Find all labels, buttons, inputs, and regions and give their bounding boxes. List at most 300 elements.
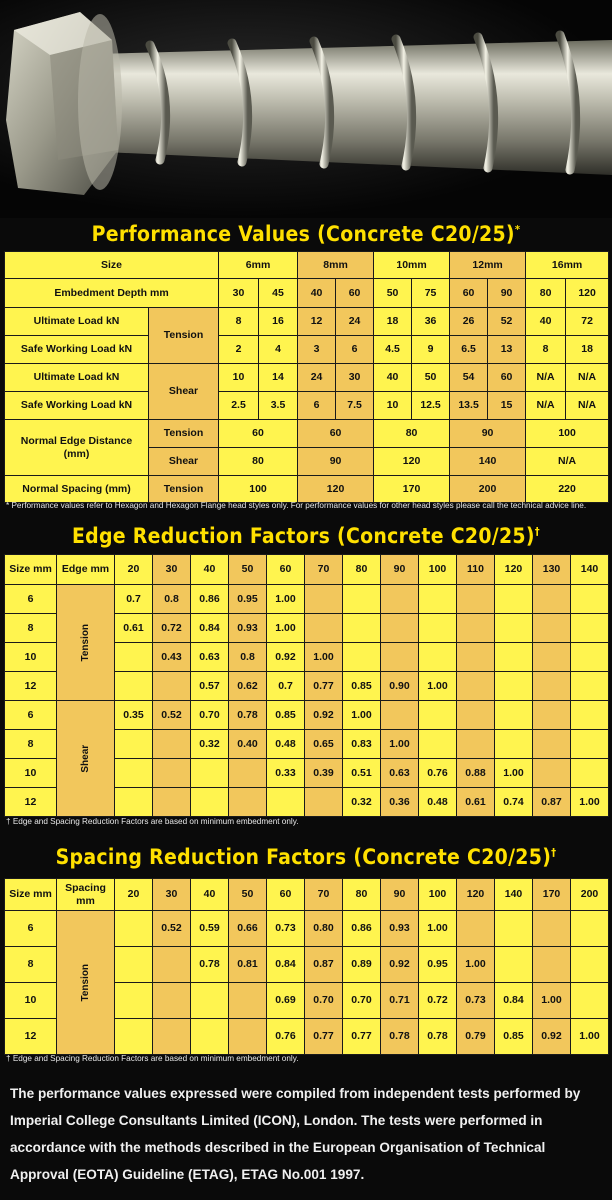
value-cell: 0.77 [305, 1019, 343, 1055]
spacing-reduction-table [4, 878, 609, 1055]
tension-label: Tension [149, 476, 219, 503]
value-cell: 18 [566, 336, 609, 364]
edge-reduction-title: Edge Reduction Factors (Concrete C20/25)† [71, 524, 541, 548]
value-cell [457, 730, 495, 759]
value-cell: 0.85 [267, 701, 305, 730]
value-cell [495, 614, 533, 643]
value-cell [457, 643, 495, 672]
value-cell: 0.73 [457, 983, 495, 1019]
value-cell: 8 [219, 308, 259, 336]
value-cell [533, 643, 571, 672]
value-cell: 0.90 [381, 672, 419, 701]
column-header: 140 [495, 879, 533, 911]
spacing-label: Normal Spacing (mm) [5, 476, 149, 503]
size-cell: 12 [5, 788, 57, 817]
value-cell: 0.8 [153, 585, 191, 614]
header-row [5, 555, 609, 585]
size-cell: 12 [5, 1019, 57, 1055]
table-row [5, 911, 609, 947]
value-cell [115, 730, 153, 759]
value-cell: 220 [526, 476, 609, 503]
value-cell: 1.00 [267, 585, 305, 614]
size-header: Size [5, 252, 219, 279]
value-cell: 1.00 [495, 759, 533, 788]
value-cell: 0.84 [495, 983, 533, 1019]
shear-group-label-text: Shear [79, 745, 91, 773]
value-cell [381, 701, 419, 730]
value-cell [191, 983, 229, 1019]
value-cell: 1.00 [419, 911, 457, 947]
second-header: Spacing mm [57, 879, 115, 911]
value-cell [495, 672, 533, 701]
size-cell: 8 [5, 730, 57, 759]
value-cell [571, 911, 609, 947]
column-header: 60 [267, 555, 305, 585]
tension-group-label-text: Tension [79, 624, 91, 662]
value-cell: 24 [336, 308, 374, 336]
size-cell: 6 [5, 911, 57, 947]
column-header: 120 [457, 879, 495, 911]
size-cell: 8 [5, 614, 57, 643]
value-cell: 100 [219, 476, 298, 503]
row-label: Safe Working Load kN [5, 392, 149, 420]
value-cell [495, 585, 533, 614]
value-cell: 0.78 [381, 1019, 419, 1055]
value-cell: 14 [259, 364, 298, 392]
value-cell: 1.00 [305, 643, 343, 672]
spacing-reduction-title: Spacing Reduction Factors (Concrete C20/25)† [55, 845, 557, 869]
value-cell: 0.43 [153, 643, 191, 672]
value-cell [495, 911, 533, 947]
value-cell [571, 643, 609, 672]
column-header: 80 [343, 879, 381, 911]
value-cell: 0.88 [457, 759, 495, 788]
edge-reduction-table [4, 554, 609, 817]
value-cell [571, 947, 609, 983]
value-cell [457, 701, 495, 730]
value-cell [191, 759, 229, 788]
value-cell: 45 [259, 279, 298, 308]
value-cell: 1.00 [267, 614, 305, 643]
value-cell [571, 585, 609, 614]
value-cell: 36 [412, 308, 450, 336]
size-cell: 10 [5, 643, 57, 672]
value-cell: 0.72 [153, 614, 191, 643]
value-cell: 0.52 [153, 911, 191, 947]
value-cell [191, 788, 229, 817]
column-header: 70 [305, 879, 343, 911]
column-header: 170 [533, 879, 571, 911]
column-header: 130 [533, 555, 571, 585]
column-header: 200 [571, 879, 609, 911]
value-cell: 6.5 [450, 336, 488, 364]
column-header: 50 [229, 879, 267, 911]
row-label: Ultimate Load kN [5, 364, 149, 392]
size-cell: 6 [5, 585, 57, 614]
value-cell: 120 [298, 476, 374, 503]
value-cell: 0.71 [381, 983, 419, 1019]
column-header: 50 [229, 555, 267, 585]
value-cell [533, 911, 571, 947]
value-cell: 0.51 [343, 759, 381, 788]
value-cell: 0.32 [191, 730, 229, 759]
value-cell: 7.5 [336, 392, 374, 420]
column-header: 40 [191, 879, 229, 911]
value-cell: 0.92 [267, 643, 305, 672]
value-cell: 1.00 [571, 788, 609, 817]
value-cell: 0.7 [115, 585, 153, 614]
second-header: Edge mm [57, 555, 115, 585]
column-header: 90 [381, 555, 419, 585]
value-cell: 75 [412, 279, 450, 308]
value-cell: 0.36 [381, 788, 419, 817]
value-cell: 0.33 [267, 759, 305, 788]
value-cell: 1.00 [419, 672, 457, 701]
size-16mm: 16mm [526, 252, 609, 279]
value-cell: 0.61 [115, 614, 153, 643]
column-header: 30 [153, 879, 191, 911]
tension-group-label [57, 585, 115, 701]
value-cell: 120 [566, 279, 609, 308]
value-cell: N/A [526, 448, 609, 476]
value-cell [533, 672, 571, 701]
performance-table [4, 251, 609, 503]
performance-title: Performance Values (Concrete C20/25)* [91, 222, 521, 246]
value-cell [115, 643, 153, 672]
value-cell: 0.76 [419, 759, 457, 788]
column-header: 30 [153, 555, 191, 585]
value-cell: 170 [374, 476, 450, 503]
value-cell: N/A [566, 392, 609, 420]
value-cell: 0.92 [305, 701, 343, 730]
value-cell [533, 947, 571, 983]
value-cell: 50 [374, 279, 412, 308]
column-header: 80 [343, 555, 381, 585]
value-cell: 90 [450, 420, 526, 448]
value-cell: 0.95 [419, 947, 457, 983]
size-header: Size mm [5, 555, 57, 585]
value-cell: 0.86 [191, 585, 229, 614]
value-cell: 200 [450, 476, 526, 503]
value-cell [419, 730, 457, 759]
value-cell: 0.84 [267, 947, 305, 983]
value-cell: 90 [488, 279, 526, 308]
value-cell [153, 788, 191, 817]
value-cell: 100 [526, 420, 609, 448]
value-cell: 0.39 [305, 759, 343, 788]
value-cell: 0.81 [229, 947, 267, 983]
value-cell [343, 585, 381, 614]
value-cell: 0.63 [191, 643, 229, 672]
value-cell: 90 [298, 448, 374, 476]
value-cell: 6 [298, 392, 336, 420]
value-cell: 0.86 [343, 911, 381, 947]
value-cell [495, 730, 533, 759]
table-row [5, 585, 609, 614]
value-cell: 12.5 [412, 392, 450, 420]
value-cell: 0.89 [343, 947, 381, 983]
value-cell: 52 [488, 308, 526, 336]
value-cell [191, 1019, 229, 1055]
size-8mm: 8mm [298, 252, 374, 279]
value-cell: 0.63 [381, 759, 419, 788]
value-cell [305, 614, 343, 643]
value-cell: 1.00 [343, 701, 381, 730]
value-cell: 120 [374, 448, 450, 476]
value-cell: 0.78 [419, 1019, 457, 1055]
value-cell: 0.74 [495, 788, 533, 817]
value-cell: 50 [412, 364, 450, 392]
value-cell: 24 [298, 364, 336, 392]
spacing-footnote: † Edge and Spacing Reduction Factors are based on minimum embedment only. [6, 1054, 299, 1063]
value-cell: 0.59 [191, 911, 229, 947]
value-cell [153, 759, 191, 788]
value-cell: 12 [298, 308, 336, 336]
value-cell: 72 [566, 308, 609, 336]
size-cell: 10 [5, 759, 57, 788]
column-header: 20 [115, 555, 153, 585]
edge-tension-row [5, 420, 609, 448]
value-cell: N/A [566, 364, 609, 392]
value-cell: 60 [298, 420, 374, 448]
value-cell: N/A [526, 392, 566, 420]
column-header: 120 [495, 555, 533, 585]
value-cell [115, 672, 153, 701]
value-cell: 60 [336, 279, 374, 308]
value-cell: 0.48 [267, 730, 305, 759]
value-cell [495, 643, 533, 672]
value-cell: 0.61 [457, 788, 495, 817]
value-cell [419, 643, 457, 672]
value-cell: 9 [412, 336, 450, 364]
value-cell: 6 [336, 336, 374, 364]
row-label: Safe Working Load kN [5, 336, 149, 364]
value-cell: 2 [219, 336, 259, 364]
value-cell [571, 759, 609, 788]
size-cell: 10 [5, 983, 57, 1019]
value-cell [305, 585, 343, 614]
value-cell: 60 [488, 364, 526, 392]
value-cell: 1.00 [533, 983, 571, 1019]
shear-safe-row [5, 392, 609, 420]
value-cell: 0.57 [191, 672, 229, 701]
value-cell: 4.5 [374, 336, 412, 364]
tension-label: Tension [149, 420, 219, 448]
tension-safe-row [5, 336, 609, 364]
closing-paragraph: The performance values expressed were compiled from independent tests performed by Imperial College Consultants Limited (ICON), London. The tests were performed in accordance with the methods described in the European Organisation of Technical Approval (EOTA) Guideline (ETAG), ETAG No.001 1997. [10, 1086, 581, 1182]
value-cell: 18 [374, 308, 412, 336]
value-cell [115, 1019, 153, 1055]
value-cell: 80 [526, 279, 566, 308]
value-cell: N/A [526, 364, 566, 392]
value-cell [457, 672, 495, 701]
value-cell [571, 672, 609, 701]
size-header: Size mm [5, 879, 57, 911]
value-cell: 0.92 [381, 947, 419, 983]
value-cell: 0.79 [457, 1019, 495, 1055]
value-cell: 0.80 [305, 911, 343, 947]
value-cell: 0.32 [343, 788, 381, 817]
value-cell [153, 1019, 191, 1055]
value-cell: 0.84 [191, 614, 229, 643]
value-cell [153, 672, 191, 701]
value-cell [343, 614, 381, 643]
value-cell: 0.83 [343, 730, 381, 759]
value-cell: 0.85 [343, 672, 381, 701]
value-cell [419, 614, 457, 643]
value-cell: 10 [374, 392, 412, 420]
shear-group-label [57, 701, 115, 817]
tension-group-label-text: Tension [79, 964, 91, 1002]
value-cell [495, 947, 533, 983]
column-header: 60 [267, 879, 305, 911]
size-cell: 8 [5, 947, 57, 983]
hero-screw-image [0, 0, 612, 218]
embedment-row [5, 279, 609, 308]
table-row [5, 701, 609, 730]
value-cell [571, 701, 609, 730]
header-row [5, 879, 609, 911]
value-cell: 1.00 [457, 947, 495, 983]
spacing-row [5, 476, 609, 503]
value-cell: 0.52 [153, 701, 191, 730]
shear-group-label: Shear [149, 364, 219, 420]
column-header: 20 [115, 879, 153, 911]
value-cell: 0.7 [267, 672, 305, 701]
value-cell [457, 614, 495, 643]
value-cell [115, 759, 153, 788]
value-cell: 0.70 [191, 701, 229, 730]
value-cell: 0.48 [419, 788, 457, 817]
value-cell: 140 [450, 448, 526, 476]
screw-illustration [0, 0, 612, 218]
value-cell: 26 [450, 308, 488, 336]
size-6mm: 6mm [219, 252, 298, 279]
shear-ultimate-row [5, 364, 609, 392]
value-cell [571, 614, 609, 643]
edge-footnote: † Edge and Spacing Reduction Factors are based on minimum embedment only. [6, 817, 299, 826]
value-cell: 0.93 [381, 911, 419, 947]
size-cell: 12 [5, 672, 57, 701]
value-cell: 0.78 [191, 947, 229, 983]
column-header: 100 [419, 555, 457, 585]
value-cell [381, 585, 419, 614]
shear-label: Shear [149, 448, 219, 476]
value-cell [115, 947, 153, 983]
value-cell [153, 947, 191, 983]
value-cell: 30 [336, 364, 374, 392]
value-cell: 0.62 [229, 672, 267, 701]
value-cell: 2.5 [219, 392, 259, 420]
value-cell [381, 643, 419, 672]
column-header: 90 [381, 879, 419, 911]
value-cell [229, 983, 267, 1019]
value-cell: 8 [526, 336, 566, 364]
tension-group-label [57, 911, 115, 1055]
size-12mm: 12mm [450, 252, 526, 279]
column-header: 40 [191, 555, 229, 585]
value-cell [153, 983, 191, 1019]
value-cell [381, 614, 419, 643]
value-cell: 54 [450, 364, 488, 392]
column-header: 100 [419, 879, 457, 911]
value-cell: 0.8 [229, 643, 267, 672]
value-cell [419, 701, 457, 730]
value-cell: 0.93 [229, 614, 267, 643]
value-cell: 3.5 [259, 392, 298, 420]
value-cell: 0.69 [267, 983, 305, 1019]
value-cell [115, 911, 153, 947]
value-cell [419, 585, 457, 614]
value-cell: 0.70 [305, 983, 343, 1019]
value-cell: 0.77 [305, 672, 343, 701]
performance-header-row [5, 252, 609, 279]
value-cell [457, 911, 495, 947]
value-cell: 30 [219, 279, 259, 308]
value-cell [229, 759, 267, 788]
value-cell: 13.5 [450, 392, 488, 420]
value-cell: 80 [374, 420, 450, 448]
value-cell: 0.92 [533, 1019, 571, 1055]
value-cell: 0.87 [305, 947, 343, 983]
value-cell [533, 614, 571, 643]
value-cell: 1.00 [381, 730, 419, 759]
row-label: Ultimate Load kN [5, 308, 149, 336]
value-cell: 0.73 [267, 911, 305, 947]
value-cell [229, 788, 267, 817]
embedment-label: Embedment Depth mm [5, 279, 219, 308]
value-cell: 60 [219, 420, 298, 448]
value-cell [533, 730, 571, 759]
value-cell [533, 701, 571, 730]
column-header: 140 [571, 555, 609, 585]
value-cell [571, 730, 609, 759]
value-cell: 0.35 [115, 701, 153, 730]
value-cell [229, 1019, 267, 1055]
value-cell [533, 759, 571, 788]
value-cell: 40 [526, 308, 566, 336]
value-cell: 0.78 [229, 701, 267, 730]
value-cell [153, 730, 191, 759]
value-cell: 0.70 [343, 983, 381, 1019]
value-cell: 0.87 [533, 788, 571, 817]
value-cell: 40 [298, 279, 336, 308]
value-cell [267, 788, 305, 817]
value-cell: 15 [488, 392, 526, 420]
value-cell: 16 [259, 308, 298, 336]
value-cell [495, 701, 533, 730]
edge-distance-label: Normal Edge Distance (mm) [5, 420, 149, 476]
value-cell: 1.00 [571, 1019, 609, 1055]
value-cell: 0.40 [229, 730, 267, 759]
value-cell: 4 [259, 336, 298, 364]
value-cell: 40 [374, 364, 412, 392]
value-cell: 0.65 [305, 730, 343, 759]
value-cell [343, 643, 381, 672]
value-cell [533, 585, 571, 614]
value-cell: 0.95 [229, 585, 267, 614]
value-cell: 0.72 [419, 983, 457, 1019]
value-cell: 0.85 [495, 1019, 533, 1055]
value-cell: 0.77 [343, 1019, 381, 1055]
tension-group-label: Tension [149, 308, 219, 364]
performance-footnote: * Performance values refer to Hexagon and Hexagon Flange head styles only. For performance values for other head styles please call the technical advice line. [6, 501, 587, 510]
column-header: 70 [305, 555, 343, 585]
value-cell [305, 788, 343, 817]
value-cell: 10 [219, 364, 259, 392]
value-cell [571, 983, 609, 1019]
value-cell [115, 788, 153, 817]
